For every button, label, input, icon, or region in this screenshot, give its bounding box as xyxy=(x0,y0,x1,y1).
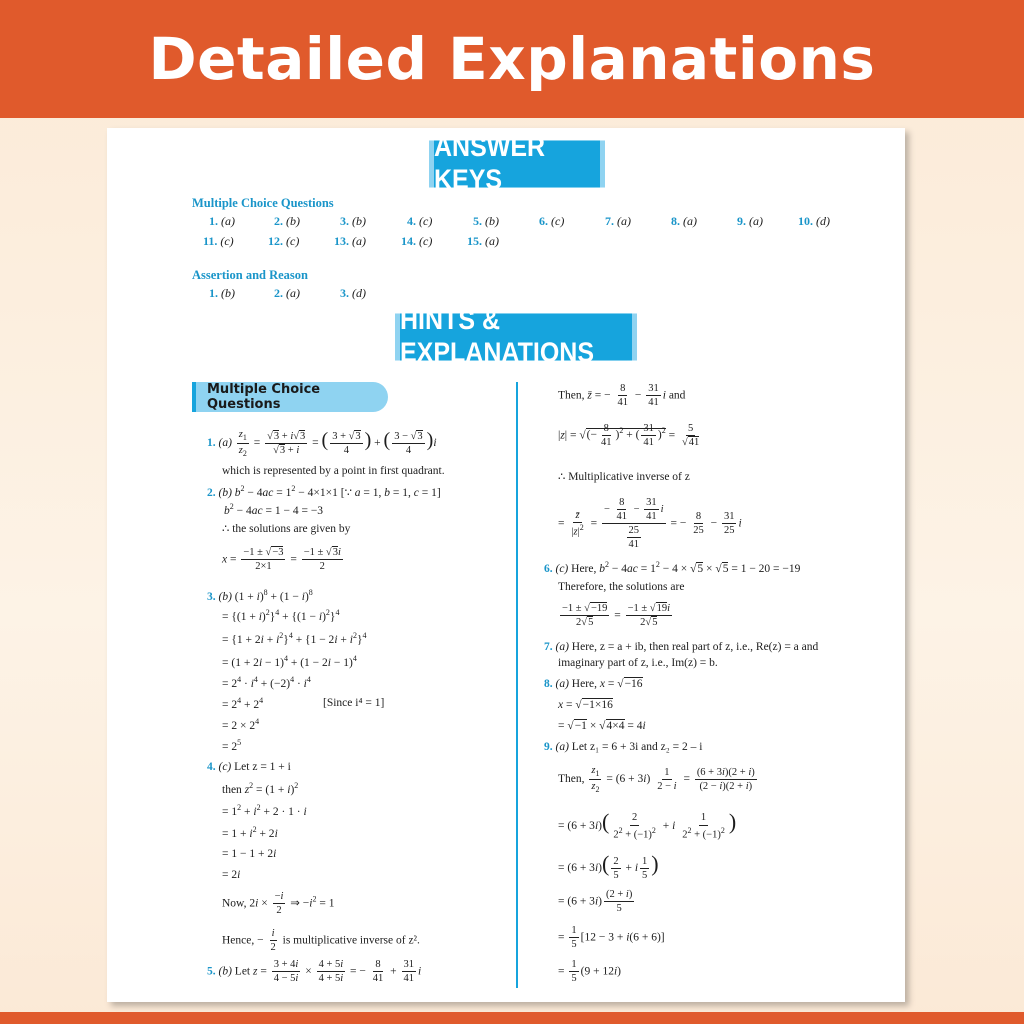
q3-line-5: = $2^4 \cdot i^4 + (-2)^4 \cdot i^4$ xyxy=(222,675,311,690)
q3-line-3: = $\{1 + 2i + i^2\}^4 + \{1 - 2i + i^2\}^4$ xyxy=(222,631,367,646)
q9-line-4: = (6 + 3i)( $\frac{2}{5}$ + i $\frac{1}{5}$ ) xyxy=(558,851,659,881)
key-item: 1. (a) xyxy=(209,214,235,228)
document-page xyxy=(107,128,905,1002)
q7-line-1: 7. (a) Here, z = a + ib, then real part of z, i.e., Re(z) = a and xyxy=(544,641,819,653)
key-item: 14. (c) xyxy=(401,234,433,248)
q2-text: ∴ the solutions are given by xyxy=(222,523,351,535)
key-item: 7. (a) xyxy=(605,214,631,228)
q3-line-1: 3. (b) $(1 + i)^8 + (1 - i)^8$ xyxy=(207,588,313,603)
key-item: 11. (c) xyxy=(203,234,234,248)
q5-line: 5. (b) Let z = $\frac{3 + 4i}{4 - 5i}$ × $\frac{4 + 5i}{4 + 5i}$ = − $\frac{8}{41}$ + $\frac{31}{41}$ i xyxy=(207,959,422,985)
key-item: 5. (b) xyxy=(473,214,499,228)
answer-keys-mcq-label: Multiple Choice Questions xyxy=(192,196,334,210)
q3-line-4: = $(1 + 2i - 1)^4 + (1 - 2i - 1)^4$ xyxy=(222,654,357,669)
q9-line-3: = (6 + 3i)( $\frac{2}{2^2 + (-1)^2}$ + i $\frac{1}{2^2 + (-1)^2}$ ) xyxy=(558,809,737,841)
answer-keys-ar-label: Assertion and Reason xyxy=(192,268,308,282)
top-banner xyxy=(0,0,1024,118)
answer-keys-heading: ANSWER KEYS xyxy=(434,140,600,187)
banner-title: Detailed Explanations xyxy=(148,25,876,93)
hints-mcq-badge: Multiple Choice Questions xyxy=(192,382,388,412)
q9-line-7: = $\frac{1}{5}$ (9 + 12i) xyxy=(558,959,621,985)
hints-heading: HINTS & EXPLANATIONS xyxy=(400,313,632,360)
q8-line-3: = √−1 × √4×4 = 4i xyxy=(558,720,646,732)
key-item: 2. (b) xyxy=(274,214,300,228)
q1-text: which is represented by a point in first quadrant. xyxy=(222,465,445,477)
key-item: 3. (d) xyxy=(340,286,366,300)
q4-line-2: then $z^2 = (1 + i)^2$ xyxy=(222,781,299,796)
key-item: 9. (a) xyxy=(737,214,763,228)
q7-line-2: imaginary part of z, i.e., Im(z) = b. xyxy=(558,657,718,669)
q3-line-8: = $2^5$ xyxy=(222,738,242,753)
q2-line-1: 2. (b) $b^2 - 4ac = 1^2 - 4\times 1\times 1$ [∵ a = 1, b = 1, c = 1] xyxy=(207,484,441,499)
q3-since: [Since i⁴ = 1] xyxy=(323,697,385,709)
left-column xyxy=(107,128,516,1002)
mult-inverse-eq: = $\frac{z̄}{|z|^2}$ = − $\frac{8}{41}$ − $\frac{31}{41}$ i $\frac{25}{41}$ = − $\frac{8}{25}$ − $\frac{31}{25}$ i xyxy=(558,497,742,551)
key-item: 6. (c) xyxy=(539,214,565,228)
key-item: 13. (a) xyxy=(334,234,366,248)
key-item: 3. (b) xyxy=(340,214,366,228)
q9-line-6: = $\frac{1}{5}$ [12 − 3 + i(6 + 6)] xyxy=(558,925,665,951)
q6-solution: $\frac{-1 \pm √-19}{2√5}$ = $\frac{-1 \pm √19i}{2√5}$ xyxy=(562,603,670,629)
bottom-bar xyxy=(0,1012,1024,1024)
q4-line-5: = 1 − 1 + 2i xyxy=(222,848,277,860)
key-item: 12. (c) xyxy=(268,234,300,248)
key-item: 10. (d) xyxy=(798,214,830,228)
q6-line: 6. (c) Here, $b^2 - 4ac = 1^2 - 4 \times √5 \times √5 = 1 - 20 = -19$ xyxy=(544,560,801,575)
q4-line-3: = $1^2 + i^2 + 2 \cdot 1 \cdot i$ xyxy=(222,803,307,818)
q2-solution: x = $\frac{-1 \pm √-3}{2\times 1}$ = $\frac{-1 \pm √3i}{2}$ xyxy=(222,547,341,573)
key-item: 2. (a) xyxy=(274,286,300,300)
key-item: 1. (b) xyxy=(209,286,235,300)
q4-now: Now, 2i × $\frac{-i}{2}$ ⇒ $-i^2 = 1$ xyxy=(222,891,335,917)
q6-text: Therefore, the solutions are xyxy=(558,581,685,593)
then-line: Then, z̄ = − $\frac{8}{41}$ − $\frac{31}{41}$ i and xyxy=(558,383,686,409)
q3-line-7: = $2 \times 2^4$ xyxy=(222,717,260,732)
right-column xyxy=(517,128,905,1002)
q8-line-1: 8. (a) Here, x = √−16 xyxy=(544,678,643,690)
q9-line-1: 9. (a) Let z₁ = 6 + 3i and z₂ = 2 – i xyxy=(544,741,703,753)
q9-line-2: Then, $\frac{z_1}{z_2}$ = (6 + 3i) $\frac{1}{2 - i}$ = $\frac{(6 + 3i)(2 + i)}{(2 - i)(2 + i)}$ xyxy=(558,765,755,795)
q4-line-4: = $1 + i^2 + 2i$ xyxy=(222,825,278,840)
key-item: 15. (a) xyxy=(467,234,499,248)
mult-inverse-text: ∴ Multiplicative inverse of z xyxy=(558,471,690,483)
q3-line-2: = $\{(1 + i)^2\}^4 + \{(1 - i)^2\}^4$ xyxy=(222,608,340,623)
q4-line-1: 4. (c) Let z = 1 + i xyxy=(207,761,291,773)
q4-line-6: = 2i xyxy=(222,869,241,881)
q1-line: 1. (a) $\frac{z_1}{z_2}$ = $\frac{√3 + i√3}{√3 + i}$ = ( $\frac{3 + √3}{4}$ ) + ( $\frac{3 - √3}{4}$ )i xyxy=(207,429,437,459)
q9-line-5: = (6 + 3i) $\frac{(2 + i)}{5}$ xyxy=(558,889,633,915)
key-item: 8. (a) xyxy=(671,214,697,228)
key-item: 4. (c) xyxy=(407,214,433,228)
q2-line-2: $b^2 - 4ac = 1 - 4 = -3$ xyxy=(224,502,324,517)
q4-hence: Hence, − $\frac{i}{2}$ is multiplicative inverse of z². xyxy=(222,928,420,954)
q3-line-6: = $2^4 + 2^4$ xyxy=(222,696,264,711)
q8-line-2: x = √−1×16 xyxy=(558,699,613,711)
modulus-line: |z| = √(− $\frac{8}{41}$ )$^2$ + ( $\frac{31}{41}$ )$^2$ = $\frac{5}{√41}$ xyxy=(558,423,700,449)
